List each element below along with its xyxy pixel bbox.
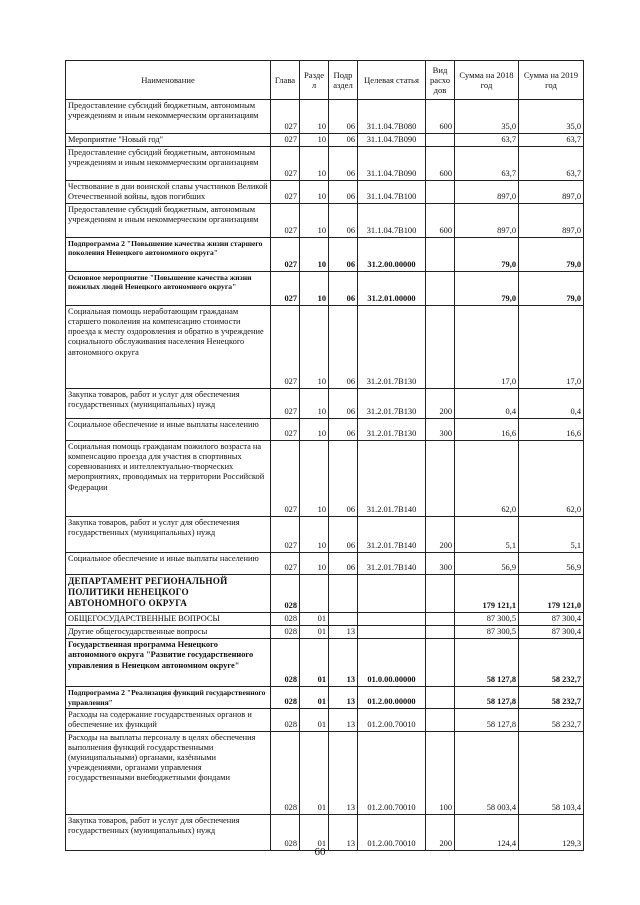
cell-sum-2019: 79,0 — [519, 272, 584, 306]
cell-sum-2018: 0,4 — [455, 389, 519, 419]
cell-glava: 027 — [271, 134, 300, 147]
cell-name: Расходы на выплаты персоналу в целях обеспечения выполнения функций государственными (муниципальными) органами, казёнными учреждениями, органами управления государственными внебюджетными фондами — [66, 731, 271, 814]
cell-vid — [426, 687, 455, 708]
cell-name: Чествование в дни воинской славы участников Великой Отечественной войны, вдов погибших — [66, 181, 271, 204]
cell-sum-2018: 58 127,8 — [455, 687, 519, 708]
cell-glava: 028 — [271, 613, 300, 626]
cell-sum-2019: 58 103,4 — [519, 731, 584, 814]
table-row — [66, 389, 584, 419]
cell-sum-2019: 79,0 — [519, 238, 584, 272]
cell-name: Расходы на содержание государственных органов и обеспечение их функций — [66, 708, 271, 731]
cell-podrazdel: 06 — [329, 147, 358, 181]
cell-glava: 028 — [271, 639, 300, 687]
cell-vid: 300 — [426, 553, 455, 575]
cell-glava: 027 — [271, 100, 300, 134]
cell-podrazdel: 06 — [329, 553, 358, 575]
header-vid: Вид расхо дов — [426, 61, 455, 100]
table-row — [66, 553, 584, 575]
table-row — [66, 613, 584, 626]
cell-sum-2019: 5,1 — [519, 517, 584, 553]
cell-razdel: 10 — [300, 238, 329, 272]
cell-statya: 31.2.01.00000 — [358, 272, 426, 306]
table-row — [66, 181, 584, 204]
cell-statya: 31.2.01.7В130 — [358, 389, 426, 419]
cell-glava: 027 — [271, 441, 300, 517]
cell-sum-2019: 58 232,7 — [519, 639, 584, 687]
cell-sum-2018: 897,0 — [455, 181, 519, 204]
cell-sum-2019: 0,4 — [519, 389, 584, 419]
cell-sum-2019: 56,9 — [519, 553, 584, 575]
cell-name: Социальная помощь неработающим гражданам старшего поколения на компенсацию стоимости проезда к месту оздоровления и обратно в учреждение социального обслуживания населения Ненецкого автономного округа — [66, 306, 271, 389]
cell-statya: 01.2.00.70010 — [358, 708, 426, 731]
cell-name: Закупка товаров, работ и услуг для обеспечения государственных (муниципальных) нужд — [66, 389, 271, 419]
cell-vid — [426, 575, 455, 613]
cell-statya: 31.1.04.7В100 — [358, 181, 426, 204]
cell-glava: 027 — [271, 204, 300, 238]
cell-vid: 100 — [426, 731, 455, 814]
table-row — [66, 272, 584, 306]
cell-vid — [426, 708, 455, 731]
cell-podrazdel — [329, 613, 358, 626]
table-header-row — [66, 61, 584, 100]
cell-razdel: 10 — [300, 204, 329, 238]
cell-sum-2019: 87 300,4 — [519, 626, 584, 639]
cell-glava: 027 — [271, 419, 300, 441]
cell-name: Основное мероприятие "Повышение качества жизни пожилых людей Ненецкого автономного округа" — [66, 272, 271, 306]
cell-sum-2018: 58 127,8 — [455, 639, 519, 687]
cell-podrazdel: 13 — [329, 687, 358, 708]
cell-statya: 01.2.00.00000 — [358, 687, 426, 708]
cell-glava: 028 — [271, 731, 300, 814]
cell-sum-2019: 63,7 — [519, 147, 584, 181]
cell-name: Мероприятие "Новый год" — [66, 134, 271, 147]
table-row — [66, 134, 584, 147]
cell-vid: 600 — [426, 147, 455, 181]
cell-glava: 027 — [271, 147, 300, 181]
cell-glava: 027 — [271, 238, 300, 272]
cell-razdel: 10 — [300, 306, 329, 389]
cell-sum-2018: 124,4 — [455, 814, 519, 850]
cell-statya: 31.2.01.7В130 — [358, 306, 426, 389]
cell-podrazdel: 06 — [329, 238, 358, 272]
cell-sum-2019: 63,7 — [519, 134, 584, 147]
cell-glava: 027 — [271, 181, 300, 204]
cell-razdel: 01 — [300, 708, 329, 731]
cell-sum-2018: 79,0 — [455, 238, 519, 272]
table-row — [66, 517, 584, 553]
budget-table — [65, 60, 584, 851]
table-row — [66, 441, 584, 517]
table-row — [66, 814, 584, 850]
page-number: 60 — [314, 846, 326, 858]
cell-razdel: 10 — [300, 553, 329, 575]
table-row — [66, 639, 584, 687]
cell-razdel: 10 — [300, 147, 329, 181]
cell-glava: 027 — [271, 517, 300, 553]
cell-razdel: 01 — [300, 639, 329, 687]
cell-razdel: 10 — [300, 389, 329, 419]
cell-glava: 028 — [271, 575, 300, 613]
cell-razdel: 01 — [300, 626, 329, 639]
cell-podrazdel — [329, 575, 358, 613]
cell-vid — [426, 272, 455, 306]
cell-sum-2019: 179 121,0 — [519, 575, 584, 613]
cell-sum-2018: 897,0 — [455, 204, 519, 238]
cell-statya: 31.1.04.7В090 — [358, 134, 426, 147]
cell-sum-2019: 87 300,4 — [519, 613, 584, 626]
cell-statya: 01.2.00.70010 — [358, 814, 426, 850]
cell-razdel — [300, 575, 329, 613]
cell-sum-2019: 129,3 — [519, 814, 584, 850]
cell-name: Предоставление субсидий бюджетным, автономным учреждениям и иным некоммерческим организациям — [66, 100, 271, 134]
cell-glava: 028 — [271, 687, 300, 708]
table-row — [66, 687, 584, 708]
cell-sum-2019: 897,0 — [519, 181, 584, 204]
cell-statya: 31.1.04.7В090 — [358, 147, 426, 181]
cell-podrazdel: 06 — [329, 419, 358, 441]
cell-razdel: 01 — [300, 814, 329, 850]
table-row — [66, 306, 584, 389]
cell-sum-2018: 58 003,4 — [455, 731, 519, 814]
cell-sum-2019: 897,0 — [519, 204, 584, 238]
cell-sum-2018: 62,0 — [455, 441, 519, 517]
cell-sum-2018: 87 300,5 — [455, 626, 519, 639]
cell-name: Социальная помощь гражданам пожилого возраста на компенсацию проезда для участия в спортивных соревнованиях и интеллектуально-творческих мероприятиях, проводимых на территории Российской Федерации — [66, 441, 271, 517]
cell-razdel: 10 — [300, 100, 329, 134]
cell-glava: 027 — [271, 306, 300, 389]
cell-name: Предоставление субсидий бюджетным, автономным учреждениям и иным некоммерческим организациям — [66, 147, 271, 181]
cell-podrazdel: 06 — [329, 181, 358, 204]
cell-podrazdel: 06 — [329, 389, 358, 419]
cell-statya: 31.2.01.7В140 — [358, 441, 426, 517]
cell-vid: 200 — [426, 389, 455, 419]
cell-name: Подпрограмма 2 "Повышение качества жизни старшего поколения Ненецкого автономного округа" — [66, 238, 271, 272]
cell-razdel: 10 — [300, 419, 329, 441]
cell-vid — [426, 613, 455, 626]
cell-sum-2018: 5,1 — [455, 517, 519, 553]
cell-podrazdel: 06 — [329, 204, 358, 238]
cell-sum-2018: 58 127,8 — [455, 708, 519, 731]
cell-vid — [426, 238, 455, 272]
cell-name: Другие общегосударственные вопросы — [66, 626, 271, 639]
cell-podrazdel: 06 — [329, 134, 358, 147]
cell-vid — [426, 306, 455, 389]
cell-sum-2018: 63,7 — [455, 134, 519, 147]
cell-statya: 01.2.00.70010 — [358, 731, 426, 814]
cell-sum-2019: 62,0 — [519, 441, 584, 517]
cell-sum-2019: 58 232,7 — [519, 687, 584, 708]
cell-statya: 01.0.00.00000 — [358, 639, 426, 687]
cell-sum-2019: 58 232,7 — [519, 708, 584, 731]
cell-podrazdel: 06 — [329, 100, 358, 134]
cell-statya: 31.2.01.7В130 — [358, 419, 426, 441]
header-name: Наименование — [66, 61, 271, 100]
cell-podrazdel: 13 — [329, 731, 358, 814]
cell-vid — [426, 626, 455, 639]
cell-name: Государственная программа Ненецкого автономного округа "Развитие государственного управления в Ненецком автономном округе" — [66, 639, 271, 687]
table-row — [66, 708, 584, 731]
header-statya: Целевая статья — [358, 61, 426, 100]
cell-statya — [358, 626, 426, 639]
cell-podrazdel: 06 — [329, 517, 358, 553]
cell-name: Закупка товаров, работ и услуг для обеспечения государственных (муниципальных) нужд — [66, 517, 271, 553]
header-podrazdel: Подр аздел — [329, 61, 358, 100]
cell-vid — [426, 639, 455, 687]
table-row — [66, 238, 584, 272]
cell-vid — [426, 441, 455, 517]
table-row — [66, 575, 584, 613]
cell-vid — [426, 181, 455, 204]
cell-sum-2018: 35,0 — [455, 100, 519, 134]
cell-sum-2018: 87 300,5 — [455, 613, 519, 626]
cell-glava: 028 — [271, 708, 300, 731]
cell-razdel: 10 — [300, 272, 329, 306]
cell-vid: 200 — [426, 814, 455, 850]
cell-sum-2018: 56,9 — [455, 553, 519, 575]
cell-podrazdel: 06 — [329, 441, 358, 517]
cell-name: Предоставление субсидий бюджетным, автономным учреждениям и иным некоммерческим организациям — [66, 204, 271, 238]
cell-razdel: 10 — [300, 441, 329, 517]
table-row — [66, 419, 584, 441]
cell-podrazdel: 13 — [329, 639, 358, 687]
cell-sum-2018: 17,0 — [455, 306, 519, 389]
cell-vid: 600 — [426, 100, 455, 134]
cell-statya — [358, 575, 426, 613]
table-row — [66, 204, 584, 238]
cell-glava: 027 — [271, 553, 300, 575]
header-sum-2019: Сумма на 2019 год — [519, 61, 584, 100]
cell-podrazdel: 06 — [329, 306, 358, 389]
cell-vid: 600 — [426, 204, 455, 238]
cell-sum-2018: 16,6 — [455, 419, 519, 441]
cell-sum-2018: 179 121,1 — [455, 575, 519, 613]
cell-sum-2018: 63,7 — [455, 147, 519, 181]
cell-name: Закупка товаров, работ и услуг для обеспечения государственных (муниципальных) нужд — [66, 814, 271, 850]
cell-razdel: 10 — [300, 517, 329, 553]
cell-podrazdel: 06 — [329, 272, 358, 306]
cell-name: Подпрограмма 2 "Реализация функций государственного управления" — [66, 687, 271, 708]
cell-glava: 028 — [271, 814, 300, 850]
cell-razdel: 01 — [300, 613, 329, 626]
cell-vid: 200 — [426, 517, 455, 553]
cell-sum-2019: 17,0 — [519, 306, 584, 389]
table-row — [66, 147, 584, 181]
cell-vid — [426, 134, 455, 147]
header-glava: Глава — [271, 61, 300, 100]
cell-statya: 31.2.01.7В140 — [358, 553, 426, 575]
table-row — [66, 731, 584, 814]
cell-statya: 31.2.00.00000 — [358, 238, 426, 272]
cell-sum-2019: 16,6 — [519, 419, 584, 441]
cell-sum-2018: 79,0 — [455, 272, 519, 306]
table-row — [66, 100, 584, 134]
cell-podrazdel: 13 — [329, 626, 358, 639]
cell-podrazdel: 13 — [329, 708, 358, 731]
cell-razdel: 10 — [300, 134, 329, 147]
header-sum-2018: Сумма на 2018 год — [455, 61, 519, 100]
cell-glava: 028 — [271, 626, 300, 639]
cell-statya: 31.1.04.7В080 — [358, 100, 426, 134]
cell-statya — [358, 613, 426, 626]
table-row — [66, 626, 584, 639]
cell-glava: 027 — [271, 389, 300, 419]
cell-razdel: 01 — [300, 731, 329, 814]
cell-podrazdel: 13 — [329, 814, 358, 850]
cell-vid: 300 — [426, 419, 455, 441]
cell-statya: 31.1.04.7В100 — [358, 204, 426, 238]
cell-glava: 027 — [271, 272, 300, 306]
cell-sum-2019: 35,0 — [519, 100, 584, 134]
cell-name: ДЕПАРТАМЕНТ РЕГИОНАЛЬНОЙ ПОЛИТИКИ НЕНЕЦКОГО АВТОНОМНОГО ОКРУГА — [66, 575, 271, 613]
cell-name: Социальное обеспечение и иные выплаты населению — [66, 553, 271, 575]
cell-razdel: 10 — [300, 181, 329, 204]
cell-name: Социальное обеспечение и иные выплаты населению — [66, 419, 271, 441]
cell-name: ОБЩЕГОСУДАРСТВЕННЫЕ ВОПРОСЫ — [66, 613, 271, 626]
cell-statya: 31.2.01.7В140 — [358, 517, 426, 553]
header-razdel: Разде л — [300, 61, 329, 100]
cell-razdel: 01 — [300, 687, 329, 708]
